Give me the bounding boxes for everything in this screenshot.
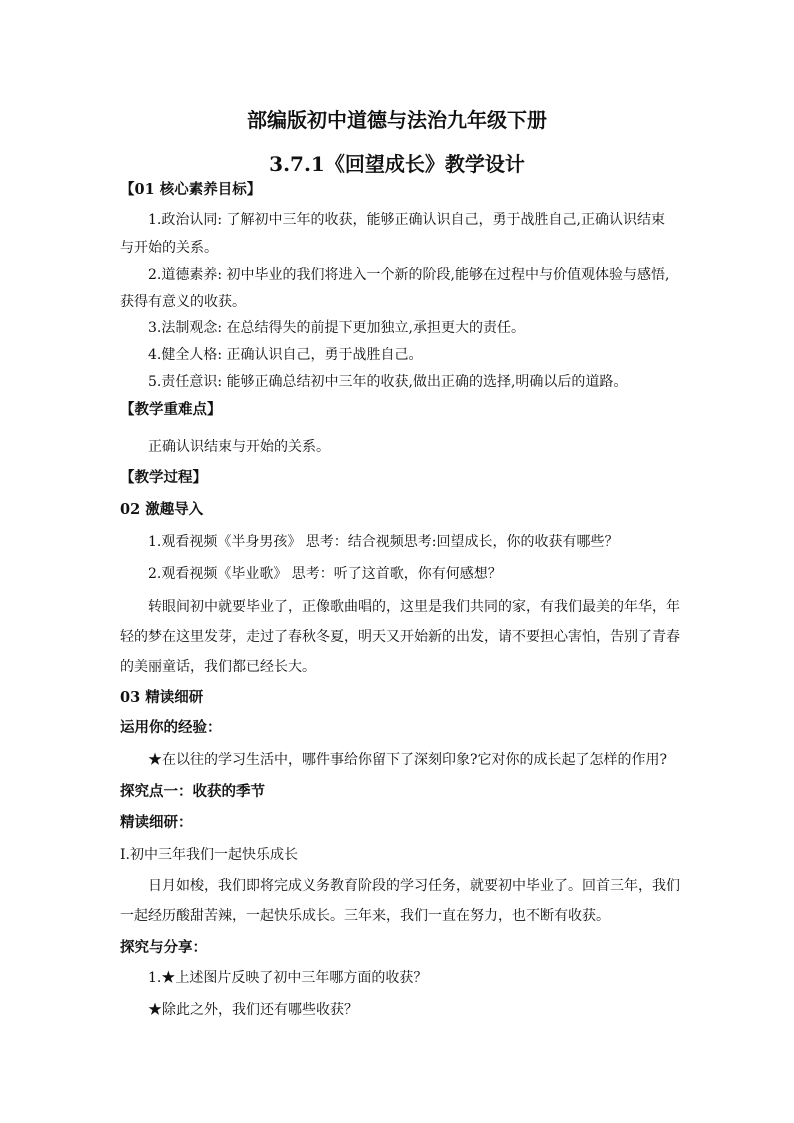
intro-question-1: 1.观看视频《半身男孩》 思考：结合视频思考:回望成长，你的收获有哪些？	[148, 534, 619, 550]
part-heading-intro: 02 激趣导入	[120, 501, 204, 518]
subsection-heading-1: Ⅰ.初中三年我们一起快乐成长	[120, 847, 298, 863]
close-reading-heading: 精读细研：	[120, 814, 193, 831]
part-heading-close-reading: 03 精读细研	[120, 689, 204, 706]
section-heading-core-goals: 【01 核心素养目标】	[120, 181, 262, 198]
goal-item-5: 5.责任意识: 能够正确总结初中三年的收获,做出正确的选择,明确以后的道路。	[148, 374, 628, 390]
intro-question-2: 2.观看视频《毕业歌》 思考：听了这首歌，你有何感想？	[148, 566, 502, 582]
intro-paragraph-line-1: 转眼间初中就要毕业了，正像歌曲唱的，这里是我们共同的家，有我们最美的年华，年	[148, 599, 680, 615]
document-title: 部编版初中道德与法治九年级下册	[247, 108, 547, 132]
inquiry-point-1: 探究点一：收获的季节	[120, 783, 265, 800]
document-subtitle: 3.7.1《回望成长》教学设计	[269, 152, 525, 176]
intro-paragraph-line-3: 的美丽童话，我们都已经长大。	[120, 659, 316, 675]
growth-paragraph-line-2: 一起经历酸甜苦辣，一起快乐成长。三年来，我们一直在努力，也不断有收获。	[120, 908, 610, 924]
intro-paragraph-line-2: 轻的梦在这里发芽，走过了春秋冬夏，明天又开始新的出发，请不要担心害怕，告别了青春	[120, 629, 680, 645]
goal-item-1-line-1: 1.政治认同: 了解初中三年的收获，能够正确认识自己，勇于战胜自己,正确认识结束	[148, 212, 665, 228]
share-question-2: ★除此之外，我们还有哪些收获？	[148, 1002, 358, 1018]
experience-heading: 运用你的经验：	[120, 719, 222, 736]
goal-item-2-line-2: 获得有意义的收获。	[120, 294, 246, 310]
growth-paragraph-line-1: 日月如梭，我们即将完成义务教育阶段的学习任务，就要初中毕业了。回首三年，我们	[148, 878, 680, 894]
goal-item-3: 3.法制观念: 在总结得失的前提下更加独立,承担更大的责任。	[148, 320, 525, 336]
section-heading-process: 【教学过程】	[120, 469, 207, 486]
key-points-text: 正确认识结束与开始的关系。	[148, 439, 330, 455]
inquiry-share-heading: 探究与分享：	[120, 939, 207, 956]
section-heading-key-points: 【教学重难点】	[120, 401, 222, 418]
goal-item-1-line-2: 与开始的关系。	[120, 240, 218, 256]
goal-item-2-line-1: 2.道德素养: 初中毕业的我们将进入一个新的阶段,能够在过程中与价值观体验与感悟,	[148, 267, 670, 283]
goal-item-4: 4.健全人格: 正确认识自己，勇于战胜自己。	[148, 347, 423, 363]
share-question-1: 1.★上述图片反映了初中三年哪方面的收获？	[148, 970, 428, 986]
experience-question: ★在以往的学习生活中，哪件事给你留下了深刻印象?它对你的成长起了怎样的作用?	[148, 752, 668, 768]
